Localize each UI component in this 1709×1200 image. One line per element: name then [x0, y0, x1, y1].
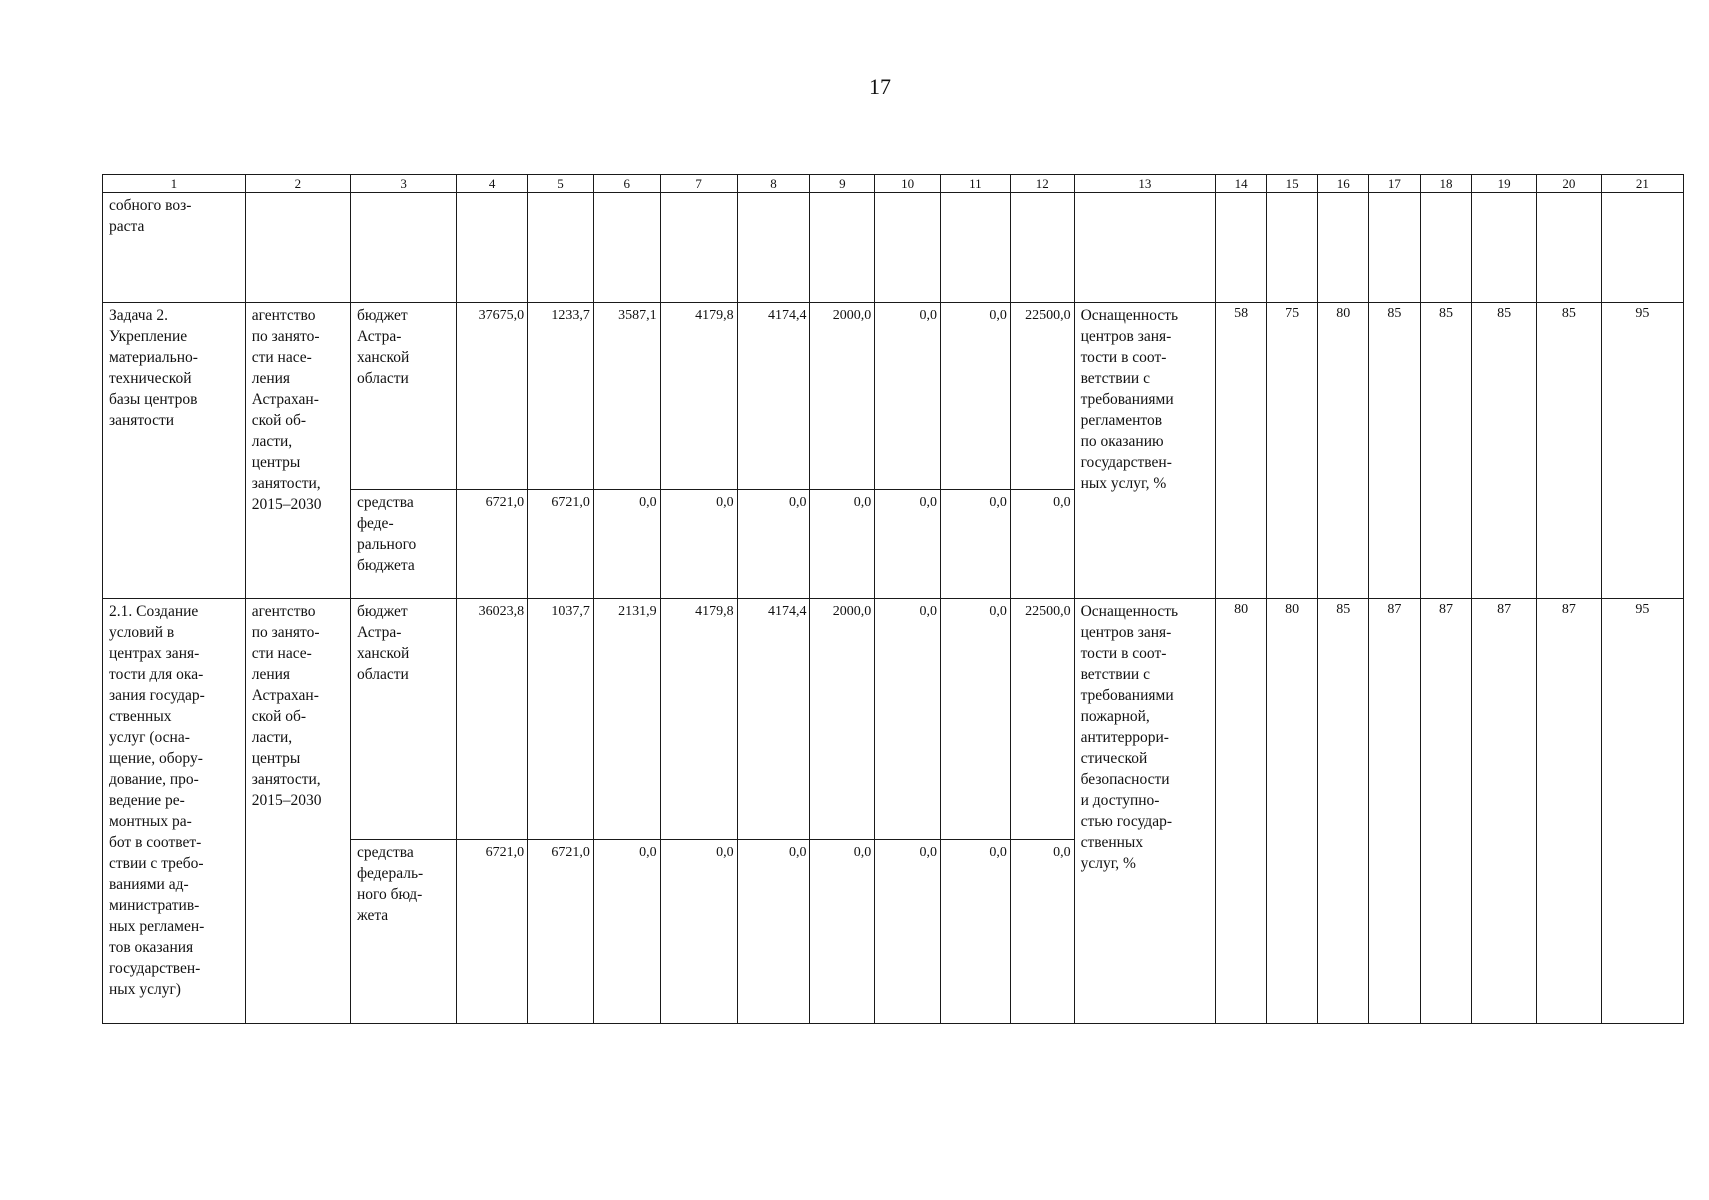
- column-number: 6: [593, 175, 660, 193]
- indicator-value: 85: [1318, 599, 1369, 1024]
- column-number: 15: [1266, 175, 1318, 193]
- indicator-value: 87: [1369, 599, 1421, 1024]
- column-number: 9: [810, 175, 875, 193]
- indicator-value: 85: [1537, 303, 1602, 599]
- column-number: 11: [940, 175, 1010, 193]
- empty-cell: [1216, 193, 1267, 303]
- funding-value: 0,0: [875, 303, 941, 490]
- column-number: 13: [1074, 175, 1216, 193]
- funding-value: 22500,0: [1010, 599, 1074, 840]
- column-number: 7: [660, 175, 737, 193]
- table-row: [103, 303, 1684, 490]
- empty-cell: [1420, 193, 1472, 303]
- funding-value: 0,0: [875, 599, 941, 840]
- empty-cell: [1601, 193, 1683, 303]
- empty-cell: [1266, 193, 1318, 303]
- measure-name: 2.1. Создание условий в центрах заня- тости для ока- зания государ- ственных услуг (осна- щение, обору- дование, про- ведение ре- монтных ра- бот в соответ- ствии с требо- ваниями ад- министратив- ных регламен- тов оказания государствен- ных услуг): [103, 599, 246, 1024]
- funding-value: 0,0: [810, 490, 875, 599]
- empty-cell: [1369, 193, 1421, 303]
- header-row: [103, 175, 1684, 193]
- funding-value: 0,0: [660, 840, 737, 1024]
- funding-value: 0,0: [810, 840, 875, 1024]
- column-number: 19: [1472, 175, 1537, 193]
- funding-source: средства федераль- ного бюд- жета: [350, 840, 456, 1024]
- funding-value: 2000,0: [810, 303, 875, 490]
- column-number: 1: [103, 175, 246, 193]
- funding-source: бюджет Астра- ханской области: [350, 599, 456, 840]
- funding-value: 1037,7: [528, 599, 594, 840]
- funding-source: бюджет Астра- ханской области: [350, 303, 456, 490]
- funding-value: 0,0: [940, 303, 1010, 490]
- empty-cell: [528, 193, 594, 303]
- funding-value: 4179,8: [660, 303, 737, 490]
- funding-value: 6721,0: [528, 840, 594, 1024]
- executor: агентство по занято- сти насе- ления Астрахан- ской об- ласти, центры занятости, 2015–2030: [245, 599, 350, 1024]
- column-number: 4: [457, 175, 528, 193]
- empty-cell: [1318, 193, 1369, 303]
- funding-value: 0,0: [1010, 490, 1074, 599]
- funding-value: 6721,0: [528, 490, 594, 599]
- column-number: 20: [1537, 175, 1602, 193]
- continuation-text: собного воз- раста: [103, 193, 246, 303]
- indicator-value: 75: [1266, 303, 1318, 599]
- empty-cell: [940, 193, 1010, 303]
- empty-cell: [875, 193, 941, 303]
- funding-value: 2131,9: [593, 599, 660, 840]
- indicator-value: 58: [1216, 303, 1267, 599]
- column-number: 12: [1010, 175, 1074, 193]
- funding-value: 4179,8: [660, 599, 737, 840]
- empty-cell: [1472, 193, 1537, 303]
- funding-value: 1233,7: [528, 303, 594, 490]
- column-number: 5: [528, 175, 594, 193]
- empty-cell: [457, 193, 528, 303]
- column-number: 16: [1318, 175, 1369, 193]
- indicator-value: 80: [1266, 599, 1318, 1024]
- page-number: 17: [869, 74, 891, 99]
- funding-value: 3587,1: [593, 303, 660, 490]
- funding-value: 6721,0: [457, 490, 528, 599]
- indicator-value: 87: [1472, 599, 1537, 1024]
- funding-value: 0,0: [1010, 840, 1074, 1024]
- indicator-value: 85: [1420, 303, 1472, 599]
- indicator-value: 80: [1216, 599, 1267, 1024]
- column-number: 21: [1601, 175, 1683, 193]
- column-number: 2: [245, 175, 350, 193]
- column-number: 8: [737, 175, 810, 193]
- empty-cell: [810, 193, 875, 303]
- table-row: [103, 599, 1684, 840]
- funding-value: 0,0: [737, 490, 810, 599]
- funding-value: 0,0: [593, 840, 660, 1024]
- funding-value: 4174,4: [737, 303, 810, 490]
- funding-value: 0,0: [660, 490, 737, 599]
- indicator-value: 85: [1472, 303, 1537, 599]
- indicator-value: 95: [1601, 599, 1683, 1024]
- column-number: 18: [1420, 175, 1472, 193]
- indicator-value: 85: [1369, 303, 1421, 599]
- empty-cell: [245, 193, 350, 303]
- funding-source: средства феде- рального бюджета: [350, 490, 456, 599]
- indicator-value: 87: [1420, 599, 1472, 1024]
- column-number: 14: [1216, 175, 1267, 193]
- funding-value: 0,0: [940, 490, 1010, 599]
- empty-cell: [593, 193, 660, 303]
- funding-value: 36023,8: [457, 599, 528, 840]
- funding-value: 37675,0: [457, 303, 528, 490]
- funding-value: 0,0: [593, 490, 660, 599]
- indicator-value: 80: [1318, 303, 1369, 599]
- column-number: 17: [1369, 175, 1421, 193]
- program-table: [102, 174, 1684, 1024]
- column-number: 3: [350, 175, 456, 193]
- funding-value: 2000,0: [810, 599, 875, 840]
- indicator-name: Оснащенность центров заня- тости в соот- ветствии с требованиями пожарной, антитеррори- стической безопасности и доступно- стью государ- ственных услуг, %: [1074, 599, 1216, 1024]
- empty-cell: [737, 193, 810, 303]
- funding-value: 0,0: [940, 840, 1010, 1024]
- executor: агентство по занято- сти насе- ления Астрахан- ской об- ласти, центры занятости, 2015–2030: [245, 303, 350, 599]
- funding-value: 22500,0: [1010, 303, 1074, 490]
- funding-value: 0,0: [875, 840, 941, 1024]
- funding-value: 0,0: [737, 840, 810, 1024]
- empty-cell: [350, 193, 456, 303]
- indicator-value: 95: [1601, 303, 1683, 599]
- funding-value: 0,0: [875, 490, 941, 599]
- empty-cell: [660, 193, 737, 303]
- indicator-value: 87: [1537, 599, 1602, 1024]
- funding-value: 0,0: [940, 599, 1010, 840]
- funding-value: 6721,0: [457, 840, 528, 1024]
- column-number: 10: [875, 175, 941, 193]
- indicator-name: Оснащенность центров заня- тости в соот- ветствии с требованиями регламентов по оказанию государствен- ных услуг, %: [1074, 303, 1216, 599]
- measure-name: Задача 2. Укрепление материально- технической базы центров занятости: [103, 303, 246, 599]
- funding-value: 4174,4: [737, 599, 810, 840]
- empty-cell: [1074, 193, 1216, 303]
- empty-cell: [1537, 193, 1602, 303]
- continuation-row: [103, 193, 1684, 303]
- empty-cell: [1010, 193, 1074, 303]
